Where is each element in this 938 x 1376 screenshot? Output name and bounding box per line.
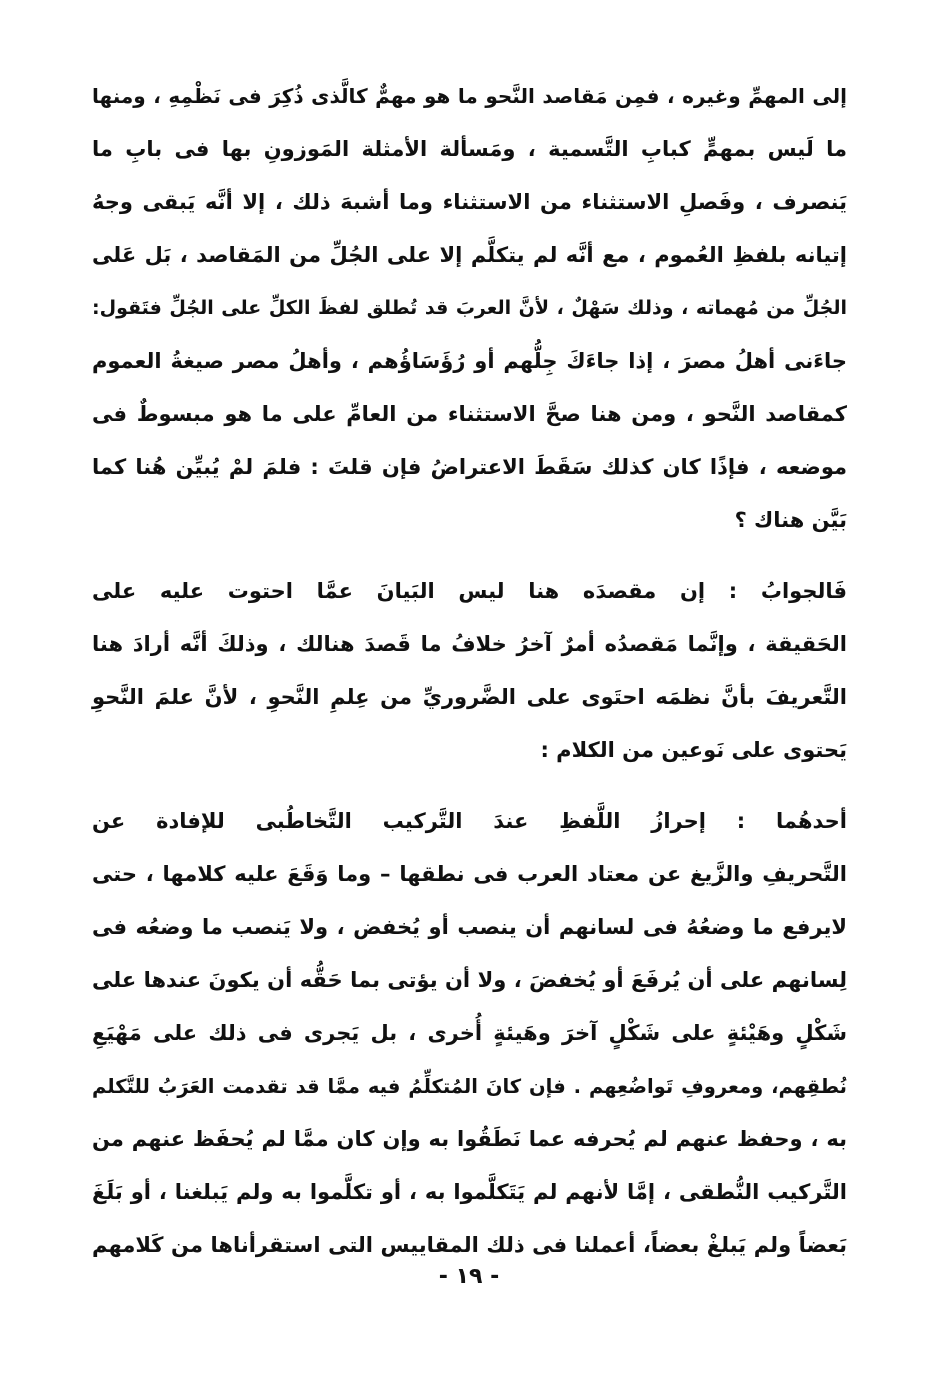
text-line: لايرفع ما وضعُهُ فى لسانهم أن ينصب أو يُخفض ، ولا يَنصب ما وضعُه فى bbox=[92, 915, 847, 939]
text-line: شَكْلٍ وهَيْئةٍ على شَكْلٍ آخرَ وهَيئةٍ أُخرى ، بل يَجرى فى ذلك على مَهْيَعِ bbox=[92, 1021, 847, 1045]
text-line: أحدهُما : إحرازُ اللَّفظِ عندَ التَّركيب التَّخاطُبى للإفادة عن bbox=[92, 809, 847, 833]
text-line: الحَقيقة ، وإنَّما مَقصدُه أمرٌ آخرُ خلافُ ما قَصدَ هنالك ، وذلكَ أنَّه أرادَ هنا bbox=[92, 632, 847, 656]
text-line: نُطقِهم، ومعروفِ تَواضُعِهم . فإن كانَ المُتكلِّمُ فيه ممَّا قد تقدمت العَرَبُ للتَّكلم bbox=[92, 1075, 847, 1098]
text-line: به ، وحفظ عنهم لم يُحرفه عما نَطَقُوا به وإن كان ممَّا لم يُحفَظ عنهم من bbox=[92, 1127, 847, 1151]
text-line: التَّركيب النُّطقى ، إمَّا لأنهم لم يَتَكلَّموا به ، أو تكلَّموا به ولم يَبلغنا ، أو بَلَغَ bbox=[92, 1180, 847, 1204]
text-line: جاءَنى أهلُ مصرَ ، إذا جاءَكَ جِلُّهم أو رُؤَسَاؤُهم ، وأهلُ مصر صيغةُ العموم bbox=[92, 349, 847, 373]
body-text bbox=[92, 70, 847, 1272]
text-line: إتيانه بلفظِ العُموم ، مع أنَّه لم يتكلَّم إلا على الجُلِّ من المَقاصد ، بَل عَلى bbox=[92, 243, 847, 267]
text-line: فَالجوابُ : إن مقصدَه هنا ليس البَيانَ عمَّا احتوت عليه على bbox=[92, 579, 847, 603]
text-line: يَحتوى على نَوعين من الكلام : bbox=[540, 738, 847, 762]
text-line: بَعضاً ولم يَبلغْ بعضاً، أعملنا فى ذلك المقاييس التى استقرأناها من كَلامهم bbox=[92, 1233, 847, 1257]
text-line: كمقاصد النَّحو ، ومن هنا صحَّ الاستثناء من العامِّ على ما هو مبسوطٌ فى bbox=[92, 402, 847, 426]
paragraph bbox=[92, 565, 847, 777]
text-line: التَّعريفَ بأنَّ نظمَه احتَوى على الضَّروريِّ من عِلمِ النَّحوِ ، لأنَّ علمَ النَّحوِ bbox=[92, 685, 847, 709]
paragraph bbox=[92, 795, 847, 1272]
text-line: ما لَيس بمهمٍّ كبابِ التَّسمية ، ومَسألة الأمثلة المَوزونِ بها فى بابِ ما bbox=[92, 137, 847, 161]
text-line: موضعه ، فإذًا كان كذلك سَقَطَ الاعتراضُ فإن قلتَ : فلمَ لمْ يُبيِّن هُنا كما bbox=[92, 455, 847, 479]
text-line: التَّحريفِ والزَّيغ عن معتاد العرب فى نطقها – وما وَقَعَ عليه كلامها ، حتى bbox=[92, 862, 847, 886]
page-number: - ١٩ - bbox=[438, 1264, 500, 1289]
text-line: الجُلِّ من مُهماته ، وذلك سَهْلٌ ، لأنَّ العربَ قد تُطلق لفظَ الكلِّ على الجُلِّ فتَقول: bbox=[92, 297, 847, 319]
text-line: يَنصرف ، وفَصلِ الاستثناء من الاستثناء وما أشبهَ ذلك ، إلا أنَّه يَبقى وجهُ bbox=[92, 190, 847, 214]
paragraph bbox=[92, 70, 847, 547]
text-line: لِسانهم على أن يُرفَعَ أو يُخفضَ ، ولا أن يؤتى بما حَقُّه أن يكونَ عندها على bbox=[92, 968, 847, 992]
text-line: بَيَّن هناك ؟ bbox=[734, 508, 847, 532]
text-line: إلى المهمِّ وغيره ، فمِن مَقاصد النَّحو ما هو مهمٌّ كالَّذى ذُكِرَ فى نَظْمِهِ ، ومنها bbox=[92, 84, 847, 108]
